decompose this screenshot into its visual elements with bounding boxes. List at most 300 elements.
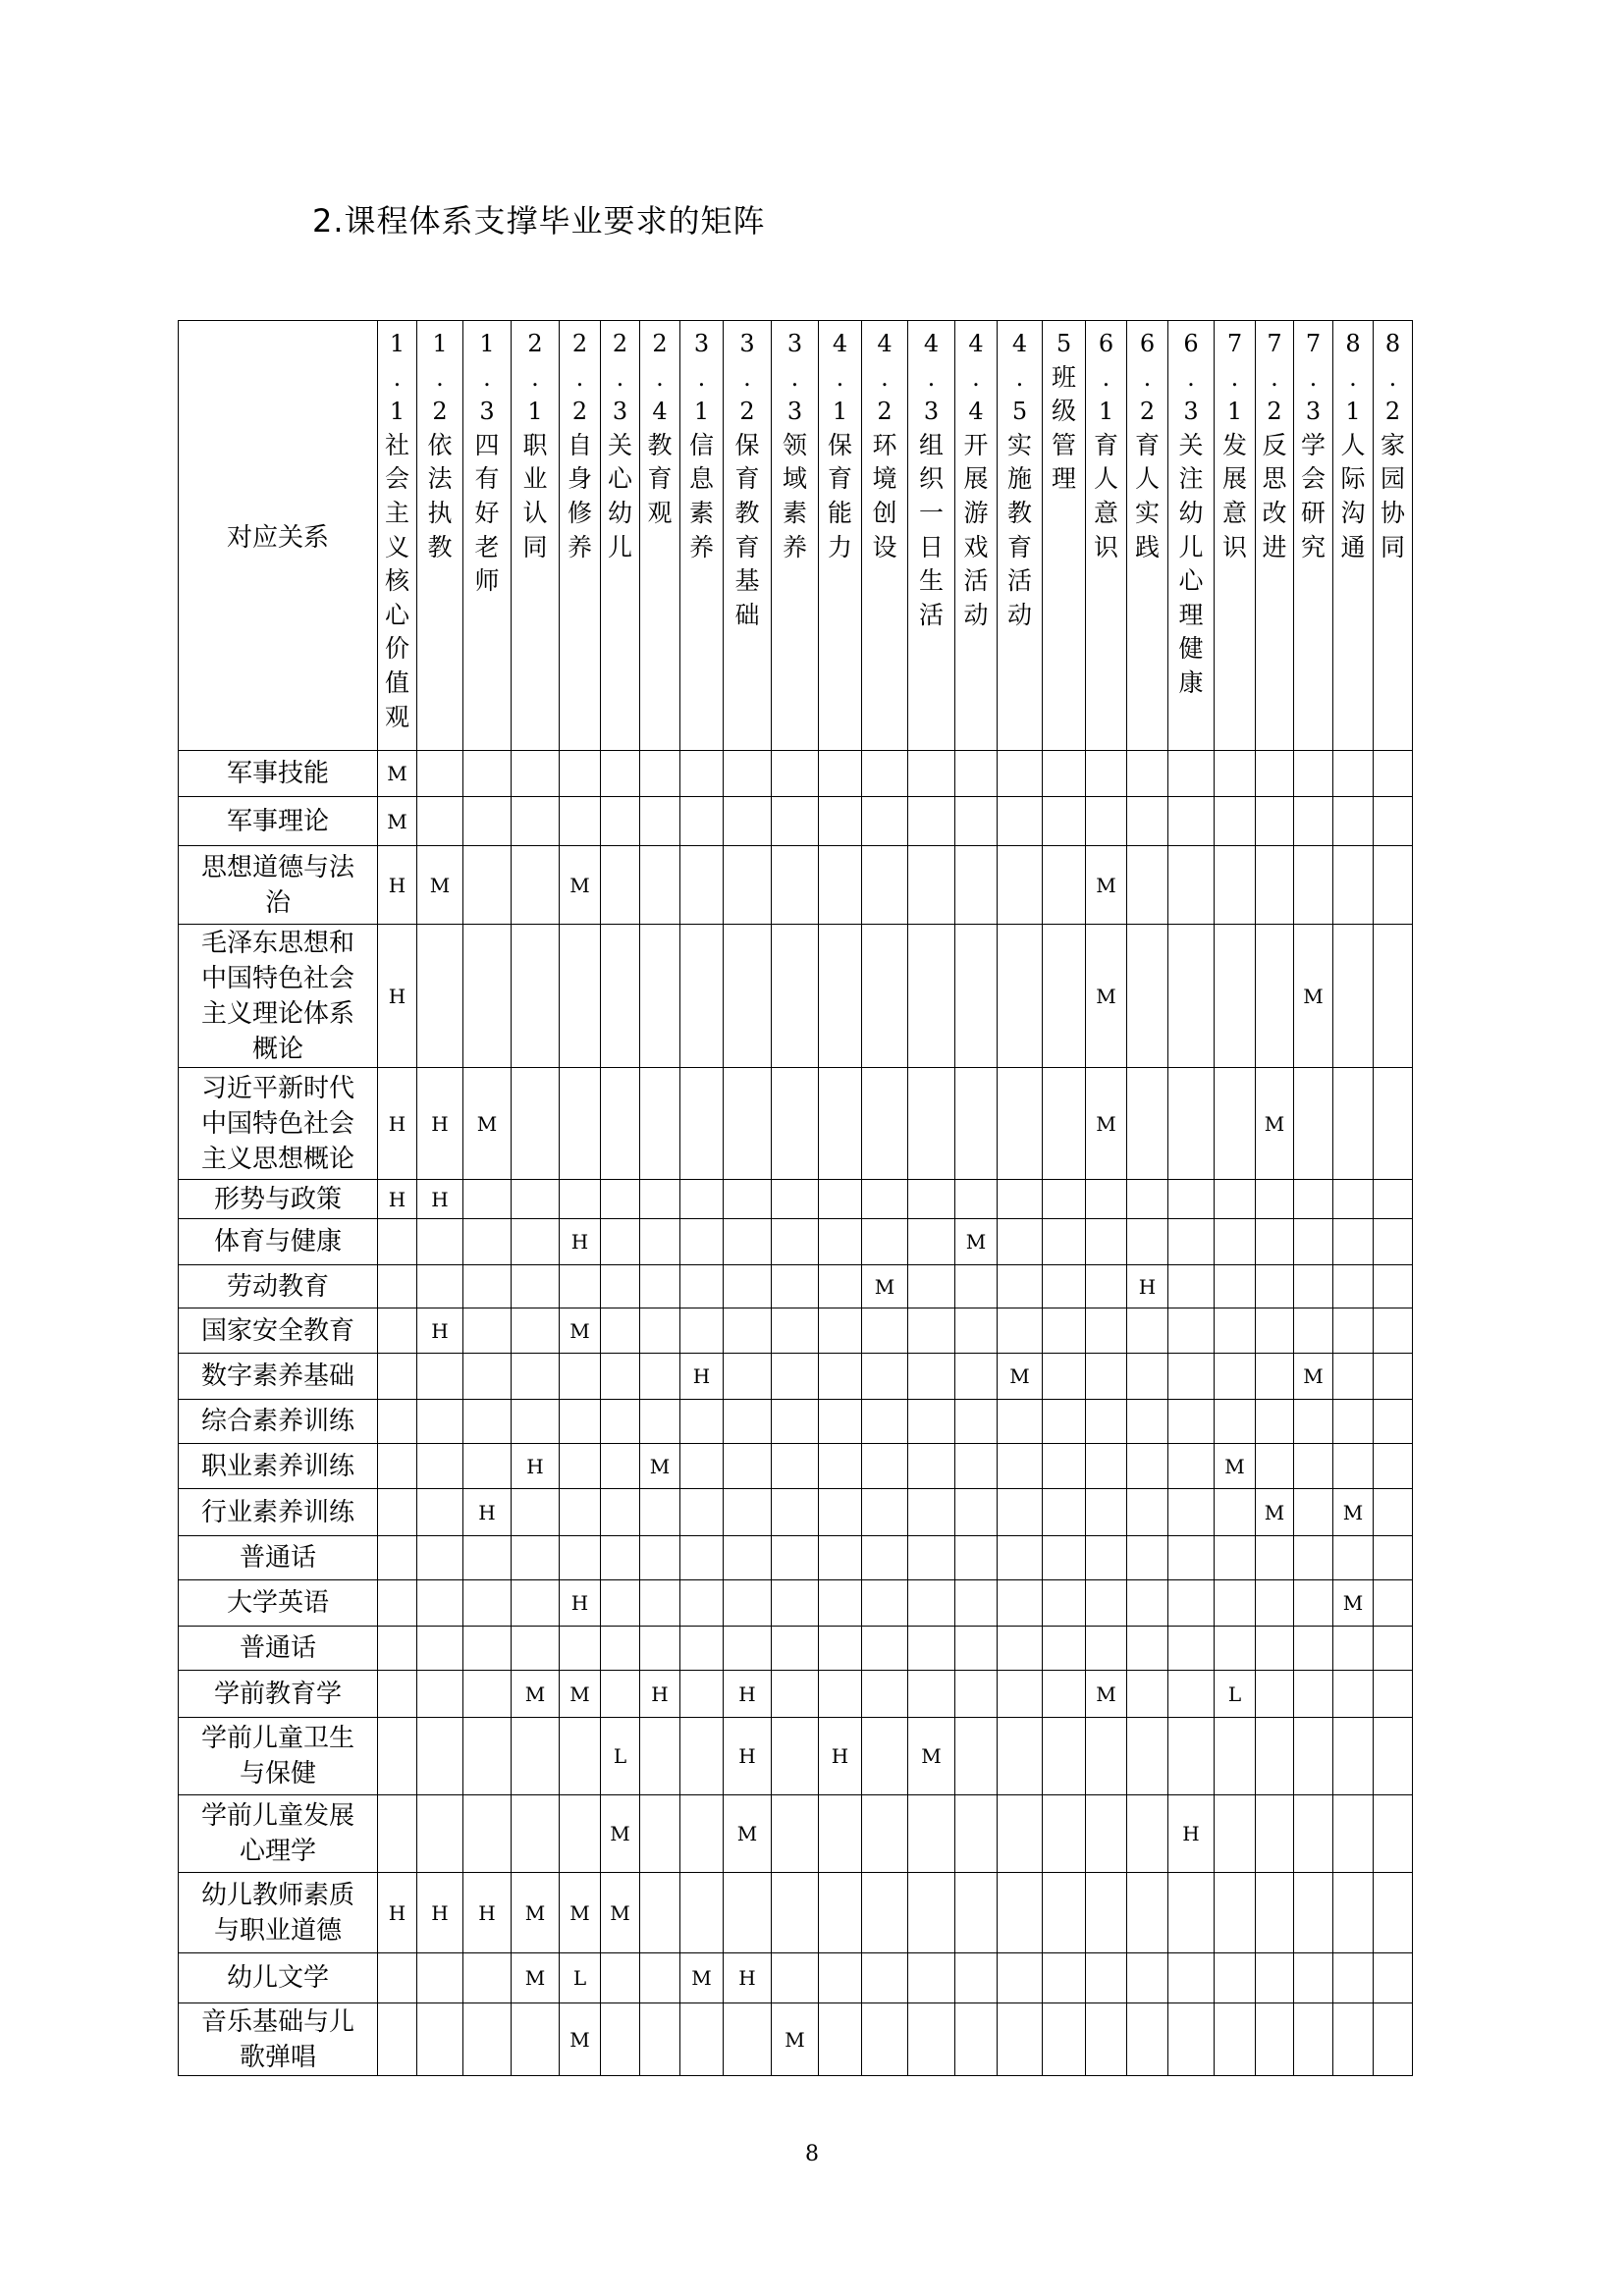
requirement-number-char: 6: [1098, 330, 1114, 357]
support-level-cell: M: [560, 1308, 601, 1354]
support-level-cell: [955, 1489, 998, 1536]
support-level-cell: [819, 1444, 862, 1489]
support-level-cell: [378, 1795, 417, 1873]
support-level-cell: [1215, 1265, 1256, 1308]
requirement-label-char: 领: [782, 430, 807, 459]
support-level-cell: [998, 846, 1043, 925]
support-level-cell: [512, 1219, 560, 1265]
requirement-number-char: 1: [389, 330, 406, 357]
support-level-cell: H: [417, 1068, 463, 1180]
support-level-cell: [998, 751, 1043, 797]
support-level-cell: [1256, 1400, 1294, 1444]
support-level-cell: [1256, 1265, 1294, 1308]
support-level-cell: [1086, 1219, 1127, 1265]
requirement-label-char: 身: [567, 464, 592, 494]
support-level-cell: [998, 1953, 1043, 2003]
requirement-label-char: 价: [384, 634, 409, 664]
support-level-cell: [955, 1718, 998, 1795]
requirement-number-char: 2: [571, 330, 588, 357]
requirement-header: [1086, 321, 1127, 751]
support-level-cell: [417, 1795, 463, 1873]
support-level-cell: [1333, 925, 1374, 1068]
support-level-cell: [1127, 1580, 1168, 1627]
requirement-header: [378, 321, 417, 751]
support-level-cell: [680, 846, 724, 925]
requirement-header: [1294, 321, 1333, 751]
requirement-label-char: 法: [427, 464, 453, 494]
requirement-label-char: 心: [384, 600, 409, 629]
requirement-header: [560, 321, 601, 751]
support-level-cell: [463, 1219, 512, 1265]
support-level-cell: [1043, 1873, 1086, 1953]
requirement-header: [512, 321, 560, 751]
support-level-cell: [640, 1068, 680, 1180]
support-level-cell: [1086, 1400, 1127, 1444]
support-level-cell: [1333, 1068, 1374, 1180]
support-level-cell: [998, 925, 1043, 1068]
requirement-label-char: 幼: [1178, 498, 1204, 527]
support-level-cell: [417, 751, 463, 797]
support-level-cell: L: [601, 1718, 640, 1795]
support-level-cell: [1256, 925, 1294, 1068]
requirement-number-char: 7: [1267, 330, 1282, 357]
requirement-number-char: 3: [1305, 398, 1322, 426]
support-level-cell: [908, 751, 955, 797]
requirement-label-char: 观: [384, 702, 409, 731]
support-level-cell: [862, 1671, 908, 1718]
support-level-cell: [819, 1354, 862, 1400]
support-level-cell: [1127, 1953, 1168, 2003]
support-level-cell: [1168, 1444, 1215, 1489]
support-level-cell: [1333, 1536, 1374, 1580]
support-level-cell: H: [724, 1953, 772, 2003]
requirement-label-char: 究: [1300, 532, 1326, 561]
requirement-label-char: 有: [474, 464, 500, 494]
support-level-cell: [1168, 925, 1215, 1068]
support-level-cell: [1256, 2003, 1294, 2076]
requirement-label-char: 基: [734, 566, 760, 596]
support-level-cell: [862, 1718, 908, 1795]
support-level-cell: [862, 1953, 908, 2003]
support-level-cell: [1127, 1308, 1168, 1354]
requirement-label-char: 好: [474, 498, 500, 527]
support-level-cell: [955, 1873, 998, 1953]
support-level-cell: H: [378, 925, 417, 1068]
support-level-cell: [1294, 846, 1333, 925]
support-level-cell: [1256, 1580, 1294, 1627]
support-level-cell: M: [724, 1795, 772, 1873]
table-row: [179, 1627, 1413, 1671]
requirement-number-char: .: [393, 363, 402, 392]
support-level-cell: M: [862, 1265, 908, 1308]
requirement-label-char: 四: [474, 430, 500, 459]
support-level-cell: [417, 1400, 463, 1444]
requirement-label-char: 活: [918, 600, 944, 629]
table-row: [179, 751, 1413, 797]
requirement-number-char: .: [436, 363, 444, 392]
support-level-cell: [1374, 1400, 1413, 1444]
requirement-label-char: 反: [1262, 430, 1287, 459]
support-level-cell: [1333, 1219, 1374, 1265]
requirement-label-char: 思: [1262, 464, 1287, 494]
support-level-cell: [772, 1308, 819, 1354]
requirement-label-char: 织: [918, 464, 944, 494]
support-level-cell: [998, 1627, 1043, 1671]
course-name: 毛泽东思想和中国特色社会主义理论体系概论: [179, 925, 378, 1068]
table-row: [179, 1671, 1413, 1718]
table-row: [179, 1953, 1413, 2003]
support-level-cell: [724, 1354, 772, 1400]
support-level-cell: [1333, 1795, 1374, 1873]
support-level-cell: [417, 1489, 463, 1536]
support-level-cell: [998, 1795, 1043, 1873]
requirement-label-char: 观: [647, 498, 673, 527]
support-level-cell: M: [908, 1718, 955, 1795]
requirement-label-char: 核: [384, 566, 409, 596]
course-name: 大学英语: [179, 1580, 378, 1627]
requirement-header-text: [680, 321, 723, 564]
support-level-cell: [680, 751, 724, 797]
support-level-cell: [772, 797, 819, 846]
support-level-cell: [908, 1354, 955, 1400]
requirement-header: [862, 321, 908, 751]
header-row: [179, 321, 1413, 751]
course-name: 军事技能: [179, 751, 378, 797]
support-level-cell: [463, 2003, 512, 2076]
support-level-cell: [772, 1795, 819, 1873]
support-level-cell: [417, 925, 463, 1068]
support-level-cell: [955, 1671, 998, 1718]
support-level-cell: H: [560, 1580, 601, 1627]
requirement-header: [724, 321, 772, 751]
support-level-cell: H: [417, 1873, 463, 1953]
requirement-label-char: 会: [1300, 464, 1326, 494]
requirement-label-char: 班: [1051, 362, 1076, 392]
support-level-cell: [640, 1400, 680, 1444]
requirement-header: [601, 321, 640, 751]
support-level-cell: H: [724, 1718, 772, 1795]
requirement-label-char: 施: [1006, 464, 1032, 494]
requirement-label-char: 动: [963, 600, 989, 629]
support-level-cell: [908, 1795, 955, 1873]
support-level-cell: [955, 797, 998, 846]
requirement-number-char: 4: [1011, 330, 1028, 357]
support-level-cell: [724, 925, 772, 1068]
support-level-cell: [1043, 797, 1086, 846]
requirement-label-char: 研: [1300, 498, 1326, 527]
requirement-number-char: .: [790, 363, 799, 392]
requirement-label-char: 践: [1134, 532, 1160, 561]
requirement-label-char: 关: [1178, 430, 1204, 459]
support-level-cell: [1168, 797, 1215, 846]
support-level-cell: [1168, 846, 1215, 925]
support-level-cell: M: [560, 846, 601, 925]
support-level-cell: [1333, 1671, 1374, 1718]
support-level-cell: [724, 1580, 772, 1627]
support-level-cell: [908, 1219, 955, 1265]
support-level-cell: [512, 1400, 560, 1444]
support-level-cell: [1086, 1953, 1127, 2003]
support-level-cell: [1374, 1536, 1413, 1580]
support-level-cell: M: [1086, 1068, 1127, 1180]
support-level-cell: [1215, 1580, 1256, 1627]
support-level-cell: [1374, 797, 1413, 846]
table-row: [179, 1219, 1413, 1265]
support-level-cell: [1333, 846, 1374, 925]
support-level-cell: [1127, 1219, 1168, 1265]
requirement-number-char: 4: [877, 330, 893, 357]
support-level-cell: [1294, 1180, 1333, 1219]
requirement-label-char: 际: [1340, 464, 1366, 494]
support-level-cell: [1043, 1718, 1086, 1795]
support-level-cell: [560, 1400, 601, 1444]
requirement-label-char: 进: [1262, 532, 1287, 561]
support-level-cell: [724, 1627, 772, 1671]
support-level-cell: [1127, 1180, 1168, 1219]
requirement-number-char: 2: [432, 398, 448, 426]
course-name: 综合素养训练: [179, 1400, 378, 1444]
support-level-cell: [1043, 1354, 1086, 1400]
requirement-label-char: 域: [782, 464, 807, 494]
requirement-number-char: 1: [432, 330, 448, 357]
requirement-number-char: 3: [693, 330, 710, 357]
support-level-cell: [512, 1308, 560, 1354]
support-level-cell: [680, 1308, 724, 1354]
support-level-cell: [378, 1489, 417, 1536]
requirement-header: [1043, 321, 1086, 751]
support-level-cell: [955, 751, 998, 797]
requirement-number-char: 2: [877, 398, 893, 426]
support-level-cell: [640, 1265, 680, 1308]
support-level-cell: [640, 1718, 680, 1795]
support-level-cell: [640, 846, 680, 925]
requirement-header: [772, 321, 819, 751]
requirement-number-char: 6: [1183, 330, 1199, 357]
requirement-label-char: 育: [734, 532, 760, 561]
course-name: 普通话: [179, 1627, 378, 1671]
requirement-label-char: 戏: [963, 532, 989, 561]
requirement-label-char: 一: [918, 498, 944, 527]
support-level-cell: [819, 1795, 862, 1873]
requirement-label-char: 养: [782, 532, 807, 561]
requirement-label-char: 创: [872, 498, 897, 527]
support-level-cell: [1374, 1489, 1413, 1536]
support-level-cell: [998, 1873, 1043, 1953]
support-level-cell: M: [560, 2003, 601, 2076]
support-level-cell: [1168, 1265, 1215, 1308]
support-level-cell: [1294, 1444, 1333, 1489]
support-level-cell: [1043, 1580, 1086, 1627]
requirement-number-char: .: [1143, 363, 1152, 392]
support-level-cell: [1127, 925, 1168, 1068]
support-level-cell: [908, 1489, 955, 1536]
requirement-number-char: 6: [1139, 330, 1156, 357]
support-level-cell: [1086, 1627, 1127, 1671]
support-level-cell: [819, 751, 862, 797]
requirement-number-char: 2: [612, 330, 628, 357]
support-level-cell: [1333, 1354, 1374, 1400]
support-level-cell: [1043, 1219, 1086, 1265]
support-level-cell: [862, 1873, 908, 1953]
requirement-label-char: 能: [827, 498, 852, 527]
requirement-label-char: 意: [1093, 498, 1118, 527]
support-level-cell: [560, 1444, 601, 1489]
support-level-cell: [819, 1953, 862, 2003]
support-level-cell: [908, 1308, 955, 1354]
support-level-cell: [1374, 925, 1413, 1068]
requirement-label-char: 师: [474, 566, 500, 596]
course-name: 幼儿文学: [179, 1953, 378, 2003]
support-level-cell: M: [1333, 1489, 1374, 1536]
page-number: 8: [805, 2142, 819, 2166]
requirement-number-char: 3: [923, 398, 940, 426]
requirement-number-char: 4: [652, 398, 668, 426]
requirement-label-char: 管: [1051, 430, 1076, 459]
requirement-number-char: .: [1230, 363, 1239, 392]
support-level-cell: [862, 1444, 908, 1489]
support-level-cell: [724, 1068, 772, 1180]
support-level-cell: [463, 1580, 512, 1627]
requirement-label-char: 信: [688, 430, 714, 459]
support-level-cell: [640, 1627, 680, 1671]
support-level-cell: H: [512, 1444, 560, 1489]
course-name: 劳动教育: [179, 1265, 378, 1308]
support-level-cell: [724, 1400, 772, 1444]
support-level-cell: [1086, 1580, 1127, 1627]
table-row: [179, 1265, 1413, 1308]
support-level-cell: [1127, 1444, 1168, 1489]
requirement-label-char: 人: [1340, 430, 1366, 459]
requirement-header-text: [1043, 321, 1085, 497]
support-level-cell: [1294, 1219, 1333, 1265]
support-level-cell: H: [819, 1718, 862, 1795]
support-level-cell: H: [417, 1308, 463, 1354]
requirement-label-char: 教: [647, 430, 673, 459]
support-level-cell: [1168, 1580, 1215, 1627]
requirement-label-char: 同: [522, 532, 548, 561]
requirement-header: [1215, 321, 1256, 751]
table-row: [179, 1354, 1413, 1400]
support-level-cell: H: [463, 1489, 512, 1536]
support-level-cell: [680, 1400, 724, 1444]
course-name: 学前儿童卫生与保健: [179, 1718, 378, 1795]
support-level-cell: [955, 1953, 998, 2003]
support-level-cell: [1168, 1354, 1215, 1400]
requirement-label-char: 意: [1221, 498, 1247, 527]
support-level-cell: [417, 1580, 463, 1627]
support-level-cell: [1256, 1444, 1294, 1489]
support-level-cell: M: [955, 1219, 998, 1265]
course-name: 军事理论: [179, 797, 378, 846]
support-level-cell: [1043, 1536, 1086, 1580]
support-level-cell: [640, 1873, 680, 1953]
support-level-cell: H: [1168, 1795, 1215, 1873]
support-level-cell: H: [378, 846, 417, 925]
requirement-label-char: 沟: [1340, 498, 1366, 527]
support-level-cell: [1215, 797, 1256, 846]
requirement-label-char: 义: [384, 532, 409, 561]
support-level-cell: [417, 1444, 463, 1489]
support-level-cell: [908, 1627, 955, 1671]
support-level-cell: M: [680, 1953, 724, 2003]
requirement-number-char: 8: [1345, 330, 1361, 357]
support-level-cell: [908, 1400, 955, 1444]
support-level-cell: [680, 1180, 724, 1219]
requirement-label-char: 展: [963, 464, 989, 494]
requirement-label-char: 自: [567, 430, 592, 459]
support-level-cell: [417, 1219, 463, 1265]
support-level-cell: [417, 1627, 463, 1671]
support-level-cell: [1215, 1180, 1256, 1219]
requirement-header-text: [908, 321, 954, 632]
course-name: 音乐基础与儿歌弹唱: [179, 2003, 378, 2076]
course-name: 形势与政策: [179, 1180, 378, 1219]
requirement-label-char: 养: [688, 532, 714, 561]
requirement-label-char: 活: [1006, 566, 1032, 596]
requirement-label-char: 活: [963, 566, 989, 596]
requirement-label-char: 依: [427, 430, 453, 459]
support-level-cell: [724, 1219, 772, 1265]
support-level-cell: [601, 1180, 640, 1219]
support-level-cell: [1333, 1953, 1374, 2003]
requirement-label-char: 修: [567, 498, 592, 527]
support-level-cell: [724, 1873, 772, 1953]
support-level-cell: [1333, 1873, 1374, 1953]
support-level-cell: [640, 1953, 680, 2003]
requirement-header: [998, 321, 1043, 751]
support-level-cell: [1256, 846, 1294, 925]
requirement-label-char: 家: [1380, 430, 1405, 459]
support-level-cell: M: [1294, 925, 1333, 1068]
support-level-cell: [417, 1718, 463, 1795]
support-level-cell: [1215, 1627, 1256, 1671]
requirement-header: [463, 321, 512, 751]
support-level-cell: [1168, 1671, 1215, 1718]
requirement-label-char: 幼: [607, 498, 632, 527]
support-level-cell: [1043, 751, 1086, 797]
course-name: 数字素养基础: [179, 1354, 378, 1400]
support-level-cell: [378, 2003, 417, 2076]
support-level-cell: [1127, 1795, 1168, 1873]
support-level-cell: [640, 1536, 680, 1580]
support-level-cell: [680, 1444, 724, 1489]
support-level-cell: [1256, 1354, 1294, 1400]
support-level-cell: [1215, 1219, 1256, 1265]
support-level-cell: [1168, 1536, 1215, 1580]
support-level-cell: [772, 1580, 819, 1627]
requirement-label-char: 组: [918, 430, 944, 459]
requirement-label-char: 育: [1093, 430, 1118, 459]
requirement-number-char: 3: [479, 398, 495, 426]
support-level-cell: [680, 2003, 724, 2076]
support-level-cell: [601, 1671, 640, 1718]
support-level-cell: [1127, 1627, 1168, 1671]
requirement-header-text: [640, 321, 679, 531]
requirement-header-text: [1333, 321, 1373, 564]
support-level-cell: [601, 797, 640, 846]
support-level-cell: [1333, 751, 1374, 797]
support-level-cell: [463, 1180, 512, 1219]
support-level-cell: [862, 925, 908, 1068]
requirement-number-char: .: [927, 363, 936, 392]
support-level-cell: [1374, 1671, 1413, 1718]
requirement-number-char: 2: [1267, 398, 1282, 426]
support-level-cell: M: [601, 1795, 640, 1873]
section-title: 2.课程体系支撑毕业要求的矩阵: [312, 202, 766, 240]
support-level-cell: H: [680, 1354, 724, 1400]
support-level-cell: [601, 846, 640, 925]
support-level-cell: [1333, 1627, 1374, 1671]
